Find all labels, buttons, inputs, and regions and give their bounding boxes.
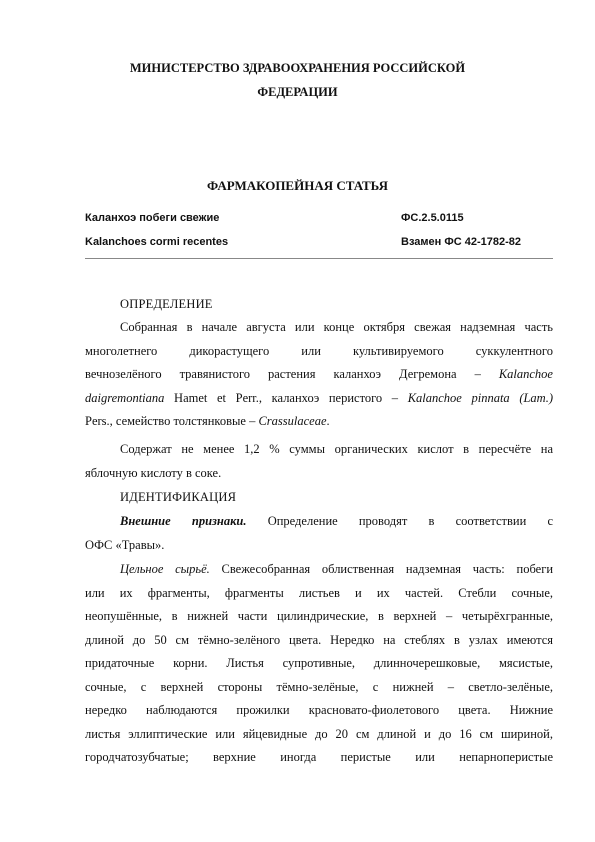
text-line [85,410,553,434]
text-span: Свежесобранная облиственная надземная часть: побеги [209,562,554,576]
replaces-code: Взамен ФС 42-1782-82 [401,236,521,248]
text-span: . [326,414,330,428]
ministry-line-2: ФЕДЕРАЦИИ [257,85,338,99]
text-line [85,363,553,387]
text-line: ОФС «Травы». [85,537,165,552]
latin-name: Kalanchoe [498,367,553,381]
text-line: Собранная в начале августа или конце октября свежая надземная часть [120,320,553,334]
monograph-name-lat: Kalanchoes cormi recentes [85,236,229,248]
definition-heading: ОПРЕДЕЛЕНИЕ [120,297,213,311]
content-paragraph [85,438,553,485]
text-line: длиной до 50 см тёмно-зелёного цвета. Нередко на стеблях в узлах имеются [85,632,553,647]
ministry-line-1: МИНИСТЕРСТВО ЗДРАВООХРАНЕНИЯ РОССИЙСКОЙ [129,61,466,75]
text-span: Определение проводят в соответствии с [246,514,553,528]
text-span: Pers., семейство толстянковые – [85,414,259,428]
text-line: сочные, с верхней стороны тёмно-зелёные, с нижней – светло-зелёные, [85,679,553,694]
text-line: или их фрагменты, фрагменты листьев и их частей. Стебли сочные, [85,585,553,600]
text-line: придаточные корни. Листья супротивные, длинночерешковые, мясистые, [85,656,553,670]
monograph-code: ФС.2.5.0115 [401,212,464,224]
header-divider [85,258,553,259]
raw-material-paragraph [85,558,553,770]
text-line [85,558,553,582]
text-line: многолетнего дикорастущего или культивируемого суккулентного [85,343,553,358]
monograph-name-ru: Каланхоэ побеги свежие [85,212,220,224]
latin-name: daigremontiana [85,390,165,405]
text-line [85,387,553,411]
text-line: городчатозубчатые; верхние иногда перистые или непарноперистые [85,750,553,764]
external-signs-paragraph [85,510,553,557]
text-line: листья эллиптические или яйцевидные до 20 см длиной и до 16 см шириной, [85,726,553,741]
document-title: ФАРМАКОПЕЙНАЯ СТАТЬЯ [207,178,388,193]
text-line [85,510,553,534]
identification-heading: ИДЕНТИФИКАЦИЯ [120,490,237,504]
text-span: Hamet et Perr., каланхоэ перистого – [164,390,408,405]
latin-name: Kalanchoe pinnata (Lam.) [407,390,553,405]
text-line: неопушённые, в нижней части цилиндрические, в верхней – четырёхгранные, [85,609,553,623]
ministry-header [70,56,525,104]
definition-paragraph [85,316,553,434]
subheading: Цельное сырьё. [120,562,210,576]
text-line: Содержат не менее 1,2 % суммы органических кислот в пересчёте на [120,442,553,456]
latin-name: Crassulaceae [258,414,327,428]
text-line: яблочную кислоту в соке. [85,465,222,480]
text-span: вечнозелёного травянистого растения каланхоэ Дегремона – [85,367,499,381]
text-line: нередко наблюдаются прожилки красновато-фиолетового цвета. Нижние [85,703,553,717]
subheading: Внешние признаки. [120,514,247,528]
